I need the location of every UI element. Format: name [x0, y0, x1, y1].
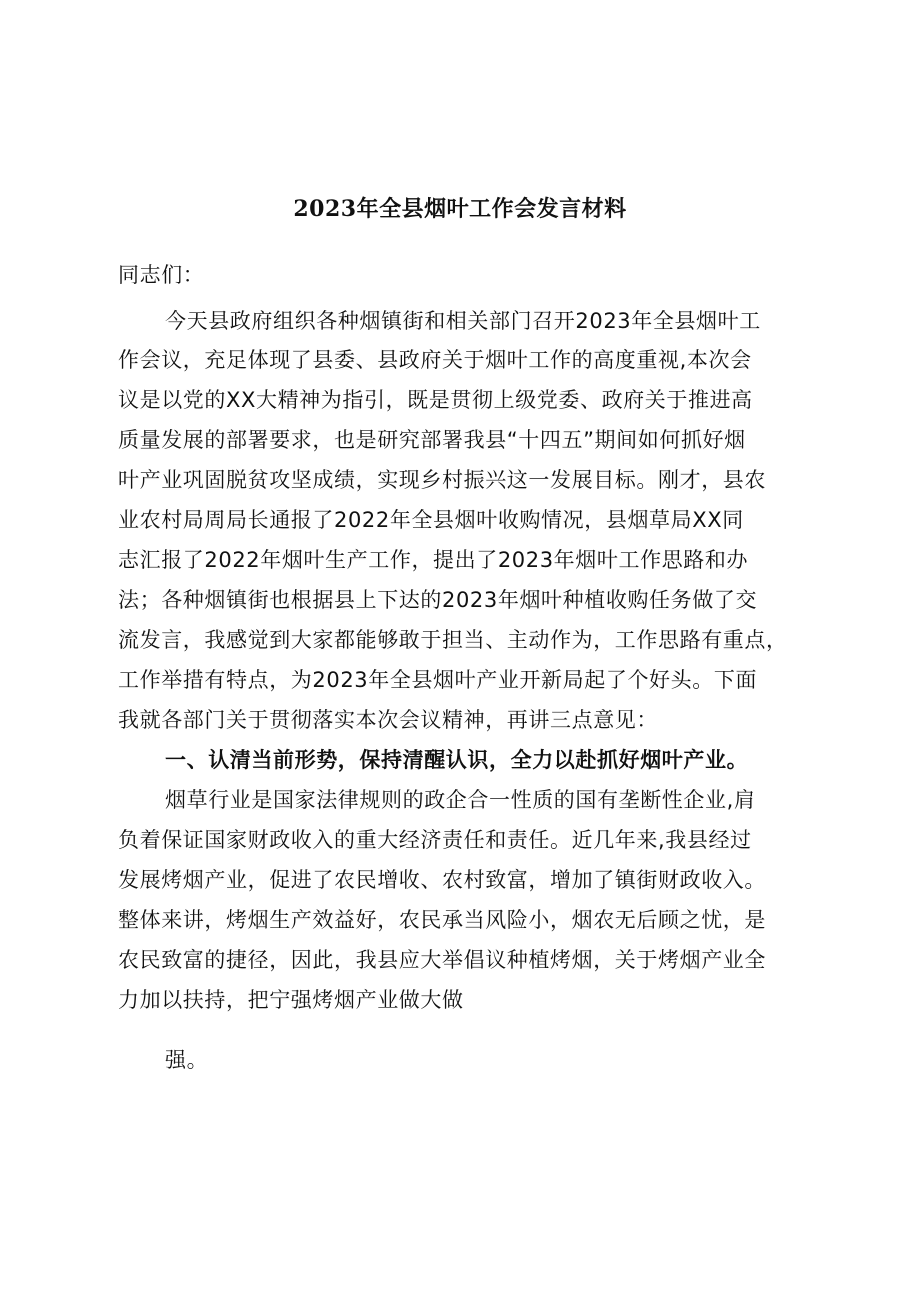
- paragraph-line: 发展烤烟产业，促进了农民增收、农村致富，增加了镇街财政收入。: [118, 868, 766, 892]
- paragraph-line: 流发言，我感觉到大家都能够敢于担当、主动作为，工作思路有重点，: [118, 628, 788, 652]
- paragraph-line: 我就各部门关于贯彻落实本次会议精神，再讲三点意见：: [118, 708, 658, 732]
- paragraph-line: 作会议，充足体现了县委、县政府关于烟叶工作的高度重视,本次会: [118, 348, 752, 372]
- paragraph-line: 负着保证国家财政收入的重大经济责任和责任。近几年来,我县经过: [118, 828, 752, 852]
- paragraph-line: 今天县政府组织各种烟镇街和相关部门召开2023年全县烟叶工: [165, 309, 761, 333]
- paragraph-line: 农民致富的捷径，因此，我县应大举倡议种植烤烟，关于烤烟产业全: [118, 948, 766, 972]
- paragraph-line: 力加以扶持，把宁强烤烟产业做大做: [118, 988, 464, 1012]
- paragraph-line: 业农村局周局长通报了2022年全县烟叶收购情况，县烟草局XX同: [118, 508, 744, 532]
- paragraph-line: 烟草行业是国家法律规则的政企合一性质的国有垄断性企业,肩: [165, 788, 756, 812]
- document-title: 2023年全县烟叶工作会发言材料: [293, 196, 627, 222]
- paragraph-line: 议是以党的XX大精神为指引，既是贯彻上级党委、政府关于推进高: [118, 388, 753, 412]
- section-heading: 一、认清当前形势，保持清醒认识，全力以赴抓好烟叶产业。: [165, 748, 749, 772]
- paragraph-line: 工作举措有特点，为2023年全县烟叶产业开新局起了个好头。下面: [118, 668, 758, 692]
- paragraph-line: 志汇报了2022年烟叶生产工作，提出了2023年烟叶工作思路和办: [118, 548, 749, 572]
- paragraph-line: 整体来讲，烤烟生产效益好，农民承当风险小，烟农无后顾之忧，是: [118, 908, 766, 932]
- salutation: 同志们：: [118, 263, 205, 287]
- paragraph-line: 质量发展的部署要求，也是研究部署我县“十四五”期间如何抓好烟: [118, 428, 746, 452]
- paragraph-line: 强。: [165, 1048, 209, 1072]
- paragraph-line: 法；各种烟镇街也根据县上下达的2023年烟叶种植收购任务做了交: [118, 588, 758, 612]
- paragraph-line: 叶产业巩固脱贫攻坚成绩，实现乡村振兴这一发展目标。刚才，县农: [118, 468, 766, 492]
